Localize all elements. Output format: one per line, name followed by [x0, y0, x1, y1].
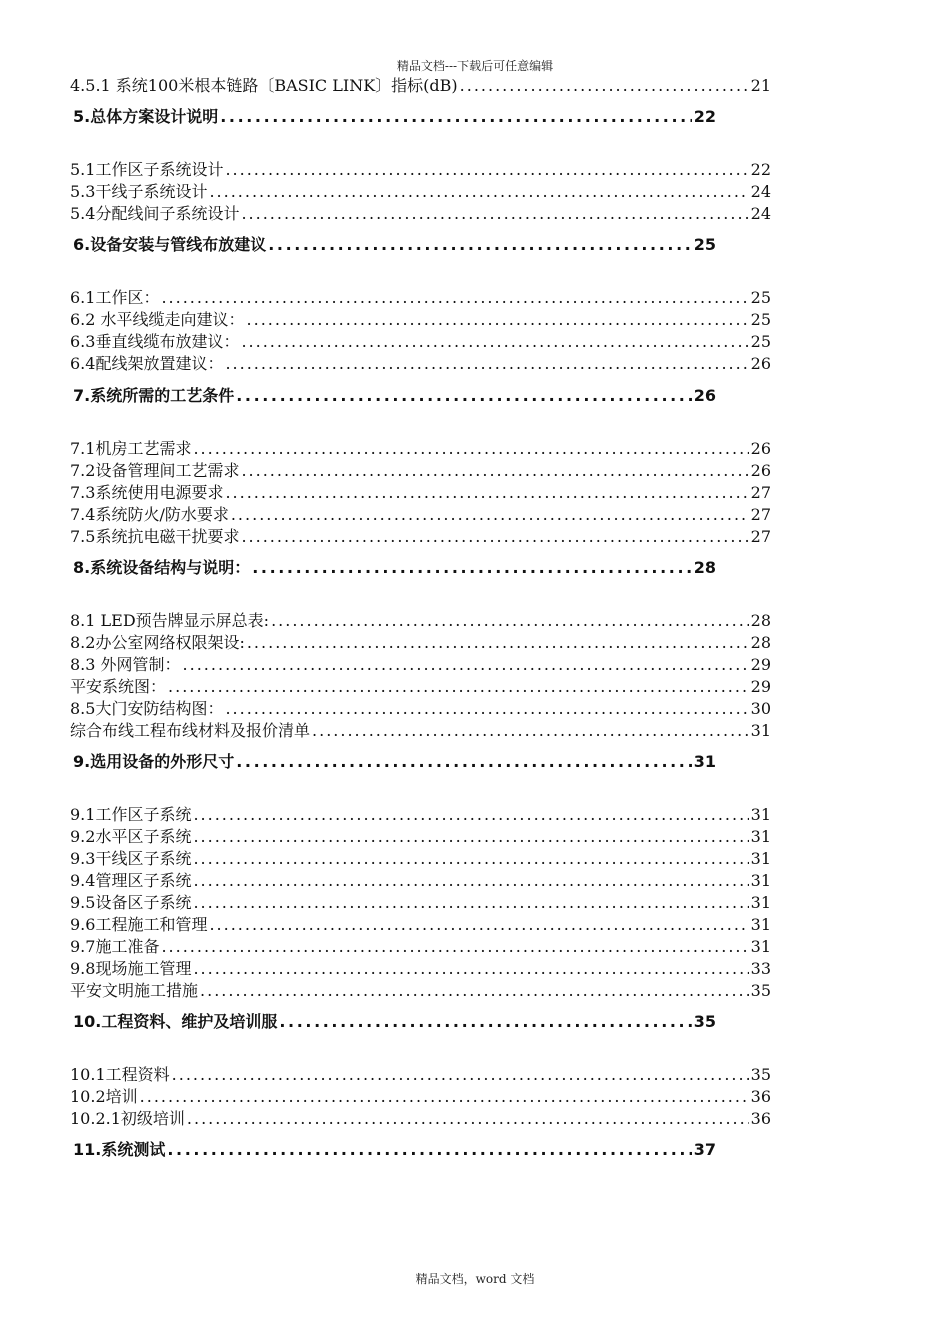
toc-subsection-entry[interactable]	[70, 848, 771, 870]
toc-entry-page-number: 31	[750, 871, 771, 890]
toc-leader-dots	[193, 804, 748, 826]
toc-leader-dots	[187, 1108, 749, 1130]
toc-entry-title: 7.3系统使用电源要求	[70, 483, 224, 502]
toc-entry-page-number: 28	[693, 558, 716, 577]
toc-entry-page-number: 26	[750, 439, 771, 458]
toc-leader-dots	[241, 526, 748, 548]
toc-subsection-entry[interactable]	[70, 438, 771, 460]
toc-section-entry[interactable]	[73, 385, 716, 407]
toc-subsection-entry[interactable]	[70, 676, 771, 698]
toc-leader-dots	[225, 353, 748, 375]
toc-entry-page-number: 25	[693, 235, 716, 254]
toc-leader-dots	[172, 1064, 749, 1086]
toc-entry-page-number: 25	[750, 288, 771, 307]
toc-entry-page-number: 24	[750, 204, 771, 223]
toc-leader-dots	[193, 958, 748, 980]
toc-leader-dots	[200, 980, 749, 1002]
toc-entry-title: 10.1工程资料	[70, 1065, 170, 1084]
toc-entry-page-number: 30	[750, 699, 771, 718]
toc-entry-title: 6.2 水平线缆走向建议：	[70, 310, 245, 329]
toc-entry-title: 7.系统所需的工艺条件	[73, 386, 235, 405]
toc-leader-dots	[225, 159, 748, 181]
toc-leader-dots	[271, 610, 749, 632]
toc-entry-page-number: 24	[750, 182, 771, 201]
toc-entry-title: 4.5.1 系统100米根本链路〔BASIC LINK〕指标(dB)	[70, 76, 458, 95]
toc-entry-title: 7.2设备管理间工艺需求	[70, 461, 240, 480]
toc-section-entry[interactable]	[73, 1011, 716, 1033]
toc-entry-title: 8.系统设备结构与说明：	[73, 558, 251, 577]
toc-leader-dots	[241, 331, 748, 353]
toc-entry-title: 8.1 LED预告牌显示屏总表:	[70, 611, 270, 630]
toc-subsection-entry[interactable]	[70, 1108, 771, 1130]
toc-entry-page-number: 36	[750, 1087, 771, 1106]
toc-leader-dots	[167, 1139, 691, 1161]
toc-subsection-entry[interactable]	[70, 914, 771, 936]
toc-entry-page-number: 29	[750, 677, 771, 696]
toc-leader-dots	[193, 848, 748, 870]
toc-entry-title: 7.5系统抗电磁干扰要求	[70, 527, 240, 546]
toc-entry-title: 8.2办公室网络权限架设:	[70, 633, 245, 652]
toc-entry-title: 9.3干线区子系统	[70, 849, 192, 868]
toc-subsection-entry[interactable]	[70, 720, 771, 742]
toc-section-entry[interactable]	[73, 234, 716, 256]
toc-entry-title: 5.总体方案设计说明	[73, 107, 219, 126]
toc-entry-page-number: 31	[750, 849, 771, 868]
toc-subsection-entry[interactable]	[70, 610, 771, 632]
toc-leader-dots	[193, 870, 748, 892]
toc-entry-page-number: 31	[750, 893, 771, 912]
toc-subsection-entry[interactable]	[70, 203, 771, 225]
toc-entry-title: 9.8现场施工管理	[70, 959, 192, 978]
toc-leader-dots	[161, 936, 748, 958]
toc-leader-dots	[183, 654, 749, 676]
toc-entry-title: 平安文明施工措施	[70, 981, 199, 1000]
toc-entry-page-number: 37	[693, 1140, 716, 1159]
toc-entry-title: 9.选用设备的外形尺寸	[73, 752, 235, 771]
toc-entry-page-number: 29	[750, 655, 771, 674]
toc-leader-dots	[268, 234, 692, 256]
toc-subsection-entry[interactable]	[70, 504, 771, 526]
toc-entry-title: 9.5设备区子系统	[70, 893, 192, 912]
toc-subsection-entry[interactable]	[70, 159, 771, 181]
toc-leader-dots	[231, 504, 749, 526]
toc-entry-page-number: 35	[693, 1012, 716, 1031]
toc-leader-dots	[279, 1011, 691, 1033]
toc-subsection-entry[interactable]	[70, 460, 771, 482]
toc-leader-dots	[312, 720, 749, 742]
toc-entry-title: 9.1工作区子系统	[70, 805, 192, 824]
toc-entry-title: 10.2.1初级培训	[70, 1109, 185, 1128]
toc-subsection-entry[interactable]	[70, 632, 771, 654]
toc-entry-title: 7.4系统防火/防水要求	[70, 505, 229, 524]
toc-entry-title: 6.3垂直线缆布放建议：	[70, 332, 240, 351]
toc-entry-page-number: 22	[750, 160, 771, 179]
toc-entry-title: 9.7施工准备	[70, 937, 160, 956]
toc-entry-page-number: 28	[750, 611, 771, 630]
toc-entry-page-number: 33	[750, 959, 771, 978]
toc-entry-title: 6.1工作区：	[70, 288, 160, 307]
toc-leader-dots	[140, 1086, 749, 1108]
toc-entry-page-number: 31	[750, 721, 771, 740]
toc-leader-dots	[193, 826, 748, 848]
toc-subsection-entry[interactable]	[70, 75, 771, 97]
toc-entry-title: 9.4管理区子系统	[70, 871, 192, 890]
page-footer: 精品文档，word 文档	[415, 1272, 535, 1286]
toc-subsection-entry[interactable]	[70, 936, 771, 958]
toc-entry-title: 11.系统测试	[73, 1140, 166, 1159]
toc-subsection-entry[interactable]	[70, 892, 771, 914]
toc-subsection-entry[interactable]	[70, 826, 771, 848]
toc-entry-page-number: 27	[750, 505, 771, 524]
toc-leader-dots	[236, 751, 692, 773]
toc-entry-page-number: 26	[750, 354, 771, 373]
toc-subsection-entry[interactable]	[70, 654, 771, 676]
toc-subsection-entry[interactable]	[70, 287, 771, 309]
toc-entry-title: 5.3干线子系统设计	[70, 182, 208, 201]
toc-entry-page-number: 25	[750, 310, 771, 329]
toc-subsection-entry[interactable]	[70, 1086, 771, 1108]
toc-leader-dots	[236, 385, 692, 407]
toc-leader-dots	[161, 287, 748, 309]
toc-leader-dots	[252, 557, 692, 579]
toc-leader-dots	[241, 203, 748, 225]
toc-entry-title: 5.4分配线间子系统设计	[70, 204, 240, 223]
toc-leader-dots	[193, 892, 748, 914]
toc-section-entry[interactable]	[73, 1139, 716, 1161]
toc-entry-page-number: 35	[750, 1065, 771, 1084]
toc-entry-page-number: 21	[750, 76, 771, 95]
toc-leader-dots	[225, 698, 748, 720]
toc-entry-title: 8.5大门安防结构图：	[70, 699, 224, 718]
toc-leader-dots	[209, 181, 748, 203]
toc-leader-dots	[168, 676, 749, 698]
toc-entry-page-number: 25	[750, 332, 771, 351]
toc-subsection-entry[interactable]	[70, 698, 771, 720]
toc-entry-page-number: 36	[750, 1109, 771, 1128]
toc-leader-dots	[193, 438, 748, 460]
toc-subsection-entry[interactable]	[70, 526, 771, 548]
toc-section-entry[interactable]	[73, 106, 716, 128]
toc-entry-title: 9.2水平区子系统	[70, 827, 192, 846]
toc-leader-dots	[247, 309, 749, 331]
toc-entry-page-number: 35	[750, 981, 771, 1000]
toc-leader-dots	[247, 632, 749, 654]
toc-entry-title: 6.设备安装与管线布放建议	[73, 235, 267, 254]
toc-entry-title: 7.1机房工艺需求	[70, 439, 192, 458]
toc-subsection-entry[interactable]	[70, 353, 771, 375]
toc-subsection-entry[interactable]	[70, 309, 771, 331]
toc-entry-title: 10.2培训	[70, 1087, 138, 1106]
toc-subsection-entry[interactable]	[70, 870, 771, 892]
toc-section-entry[interactable]	[73, 557, 716, 579]
toc-entry-title: 综合布线工程布线材料及报价清单	[70, 721, 311, 740]
toc-subsection-entry[interactable]	[70, 804, 771, 826]
page-header: 精品文档---下载后可任意编辑	[396, 59, 554, 73]
toc-subsection-entry[interactable]	[70, 1064, 771, 1086]
toc-leader-dots	[225, 482, 748, 504]
toc-entry-page-number: 27	[750, 483, 771, 502]
toc-subsection-entry[interactable]	[70, 181, 771, 203]
toc-entry-title: 5.1工作区子系统设计	[70, 160, 224, 179]
toc-entry-page-number: 26	[750, 461, 771, 480]
toc-leader-dots	[220, 106, 692, 128]
toc-entry-page-number: 31	[750, 805, 771, 824]
toc-entry-title: 平安系统图：	[70, 677, 167, 696]
toc-leader-dots	[460, 75, 749, 97]
toc-subsection-entry[interactable]	[70, 482, 771, 504]
toc-entry-page-number: 31	[750, 915, 771, 934]
toc-entry-page-number: 22	[693, 107, 716, 126]
toc-subsection-entry[interactable]	[70, 331, 771, 353]
toc-entry-title: 8.3 外网管制：	[70, 655, 181, 674]
toc-entry-title: 6.4配线架放置建议：	[70, 354, 224, 373]
toc-subsection-entry[interactable]	[70, 958, 771, 980]
toc-leader-dots	[209, 914, 748, 936]
toc-entry-page-number: 28	[750, 633, 771, 652]
toc-entry-page-number: 27	[750, 527, 771, 546]
toc-leader-dots	[241, 460, 748, 482]
toc-subsection-entry[interactable]	[70, 980, 771, 1002]
toc-section-entry[interactable]	[73, 751, 716, 773]
toc-entry-title: 10.工程资料、维护及培训服	[73, 1012, 278, 1031]
toc-entry-page-number: 31	[750, 827, 771, 846]
toc-entry-page-number: 31	[750, 937, 771, 956]
toc-entry-page-number: 26	[693, 386, 716, 405]
toc-entry-page-number: 31	[693, 752, 716, 771]
toc-entry-title: 9.6工程施工和管理	[70, 915, 208, 934]
